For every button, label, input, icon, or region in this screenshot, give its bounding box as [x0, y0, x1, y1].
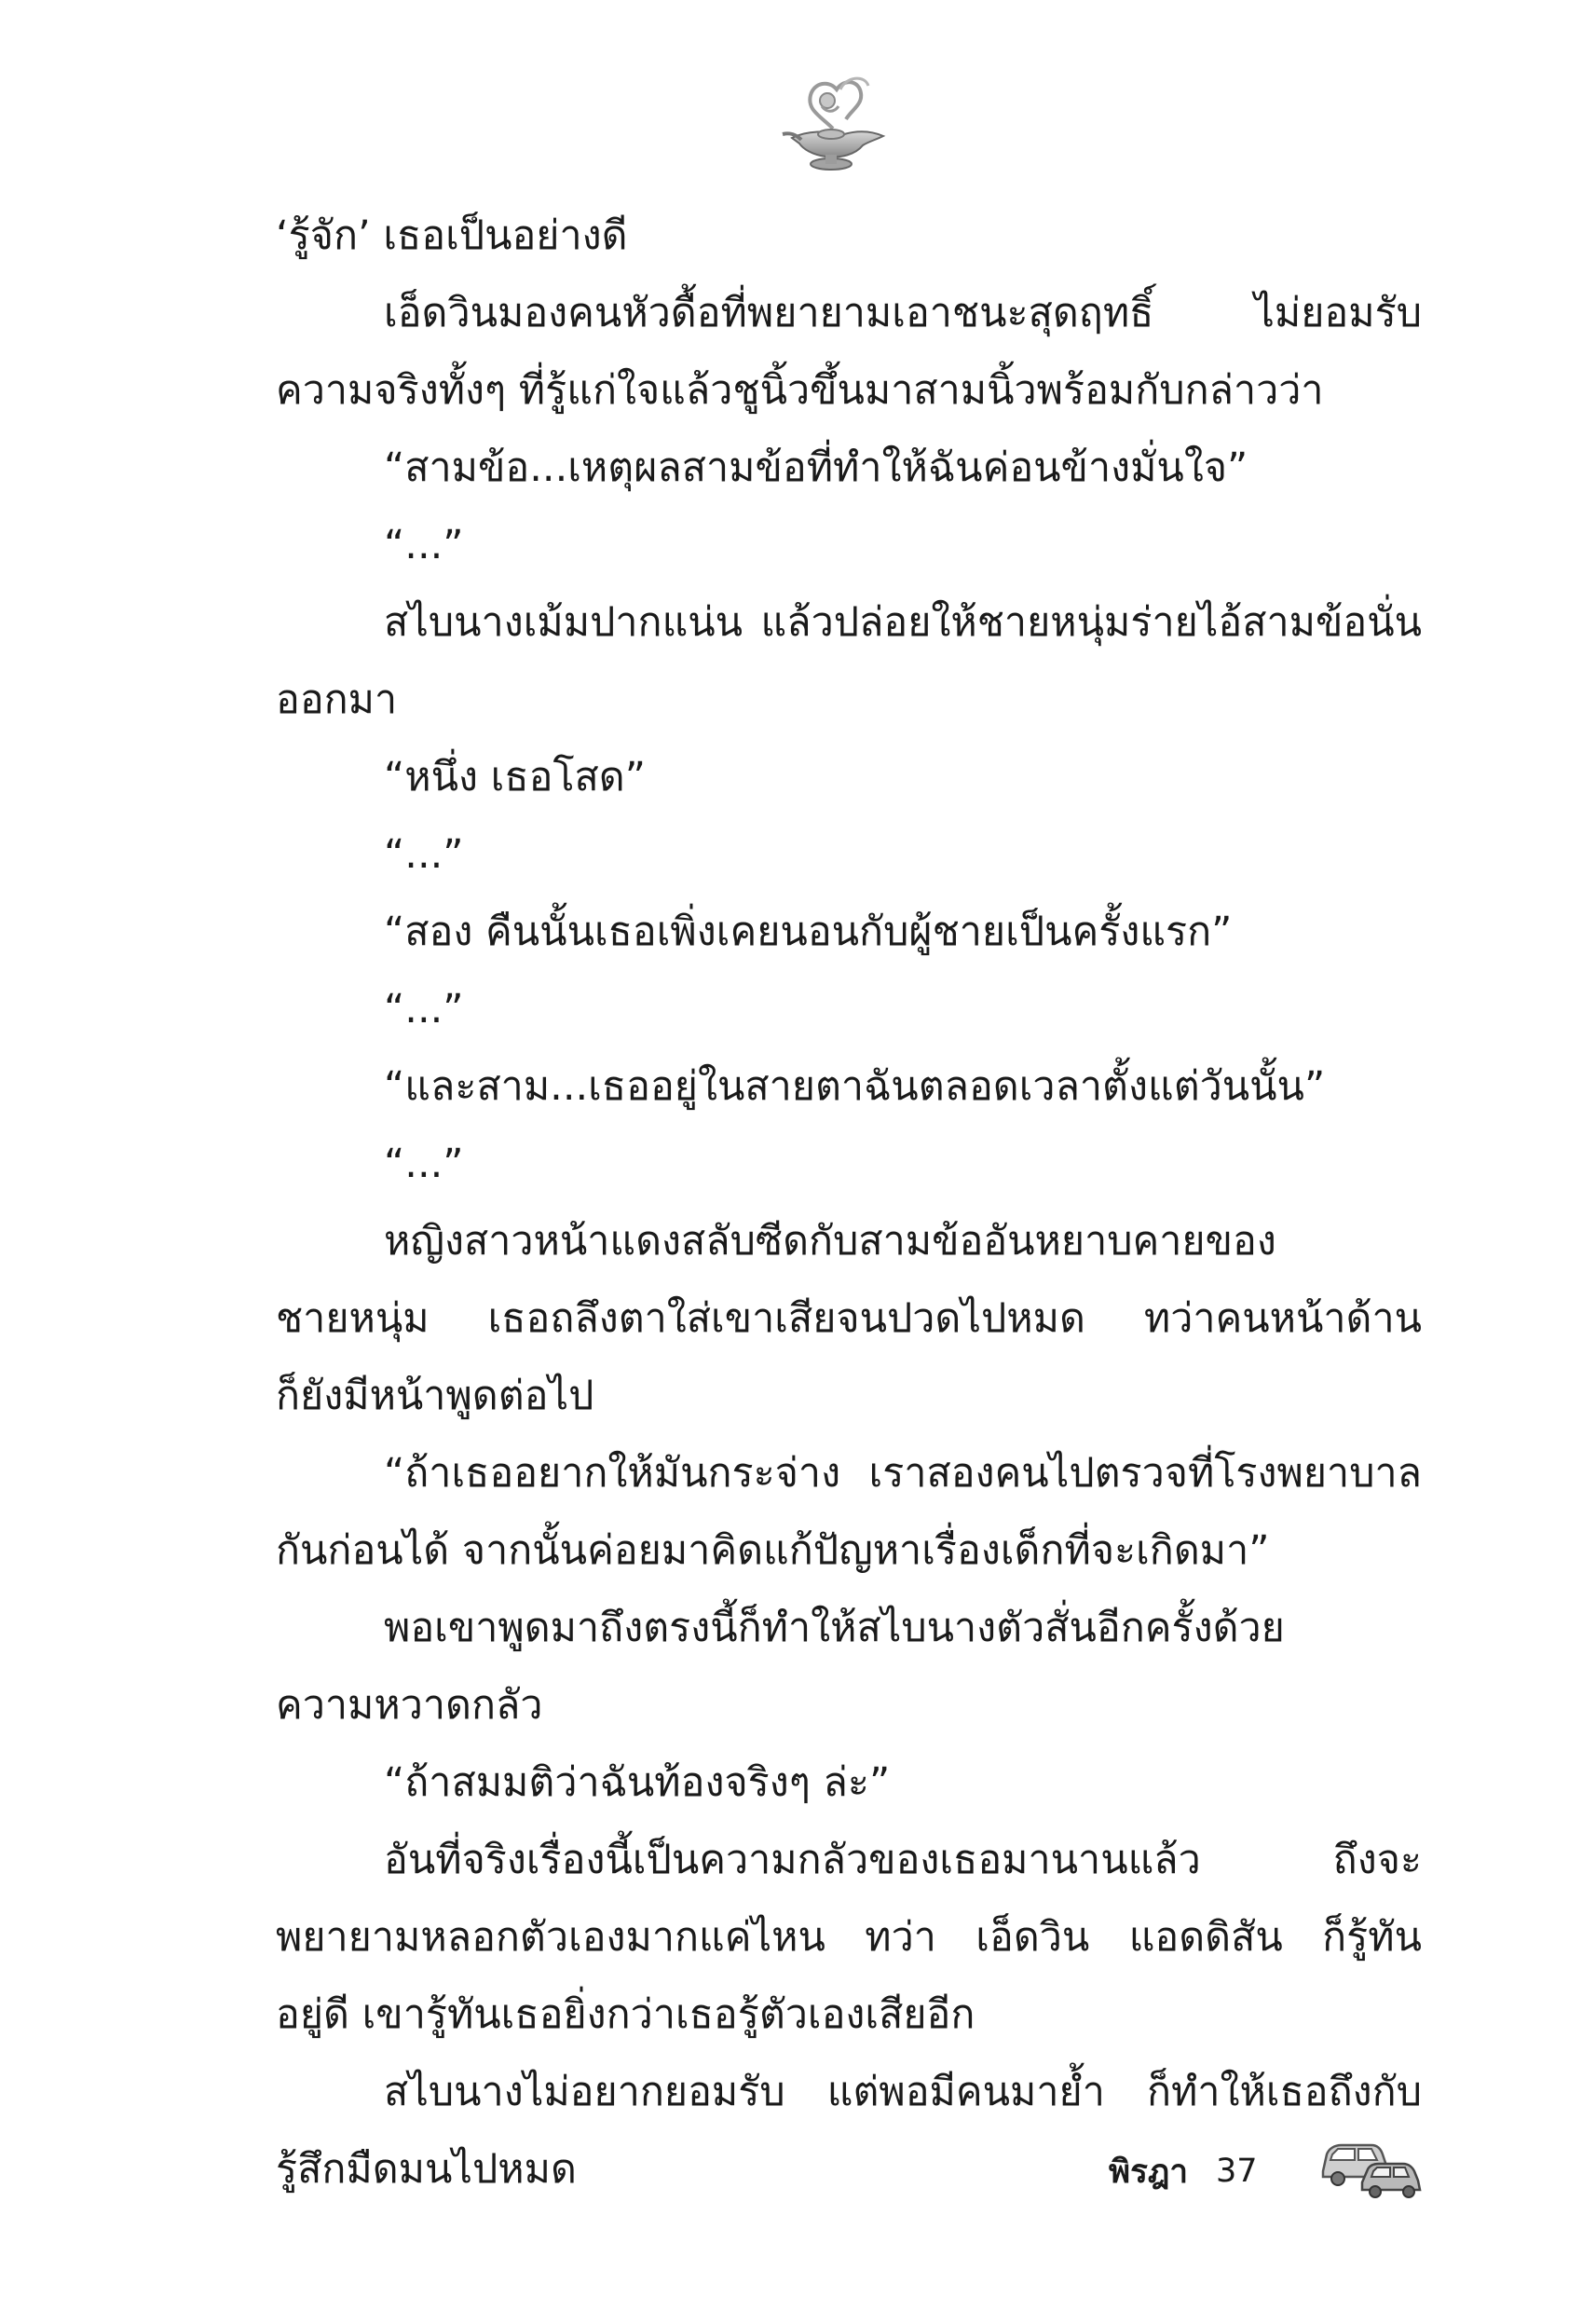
text-line: พอเขาพูดมาถึงตรงนี้ก็ทำให้สไบนางตัวสั่นอีกครั้งด้วย [384, 1605, 1285, 1651]
page-number: 37 [1216, 2153, 1258, 2190]
text-line: ออกมา [276, 677, 398, 723]
text-line: “...” [384, 1141, 464, 1187]
text-line: “ถ้าเธออยากให้มันกระจ่าง เราสองคนไปตรวจที่โรงพยาบาล [384, 1450, 1422, 1497]
text-line: อันที่จริงเรื่องนี้เป็นความกลัวของเธอมานานแล้ว ถึงจะ [384, 1837, 1422, 1883]
text-line: สไบนางไม่อยากยอมรับ แต่พอมีคนมาย้ำ ก็ทำให้เธอถึงกับ [384, 2069, 1422, 2115]
text-line: “...” [384, 986, 464, 1032]
text-line: ‘รู้จัก’ เธอเป็นอย่างดี [276, 212, 628, 259]
text-line: ความจริงทั้งๆ ที่รู้แก่ใจแล้วชูนิ้วขึ้นมาสามนิ้วพร้อมกับกล่าวว่า [276, 367, 1324, 414]
text-line: รู้สึกมืดมนไปหมด [276, 2146, 577, 2193]
text-line: ความหวาดกลัว [276, 1682, 543, 1729]
text-line: สไบนางเม้มปากแน่น แล้วปล่อยให้ชายหนุ่มร่ายไอ้สามข้อนั่น [384, 599, 1422, 646]
magic-lamp-icon [779, 73, 894, 177]
text-line: “สามข้อ...เหตุผลสามข้อที่ทำให้ฉันค่อนข้างมั่นใจ” [384, 444, 1248, 491]
text-line: ก็ยังมีหน้าพูดต่อไป [276, 1373, 594, 1419]
text-line: “หนึ่ง เธอโสด” [384, 754, 646, 800]
text-line: พยายามหลอกตัวเองมากแค่ไหน ทว่า เอ็ดวิน แอดดิสัน ก็รู้ทัน [276, 1914, 1422, 1961]
text-line: “และสาม...เธออยู่ในสายตาฉันตลอดเวลาตั้งแต่วันนั้น” [384, 1063, 1326, 1110]
text-line: เอ็ดวินมองคนหัวดื้อที่พยายามเอาชนะสุดฤทธิ์ ไม่ยอมรับ [384, 290, 1422, 336]
text-line: “สอง คืนนั้นเธอเพิ่งเคยนอนกับผู้ชายเป็นครั้งแรก” [384, 909, 1233, 955]
book-title: พิรฎา [1109, 2153, 1189, 2191]
body-text [276, 198, 1422, 2208]
cars-icon [1317, 2134, 1424, 2199]
text-line: กันก่อนได้ จากนั้นค่อยมาคิดแก้ปัญหาเรื่องเด็กที่จะเกิดมา” [276, 1527, 1270, 1574]
text-line: ชายหนุ่ม เธอถลึงตาใส่เขาเสียจนปวดไปหมด ทว่าคนหน้าด้าน [276, 1295, 1422, 1342]
text-line: “ถ้าสมมติว่าฉันท้องจริงๆ ล่ะ” [384, 1759, 891, 1806]
text-line: “...” [384, 831, 464, 878]
page-footer [1109, 2141, 1258, 2201]
text-line: “...” [384, 522, 464, 568]
text-line: อยู่ดี เขารู้ทันเธอยิ่งกว่าเธอรู้ตัวเองเสียอีก [276, 1991, 975, 2038]
text-line: หญิงสาวหน้าแดงสลับซีดกับสามข้ออันหยาบคายของ [384, 1218, 1276, 1265]
